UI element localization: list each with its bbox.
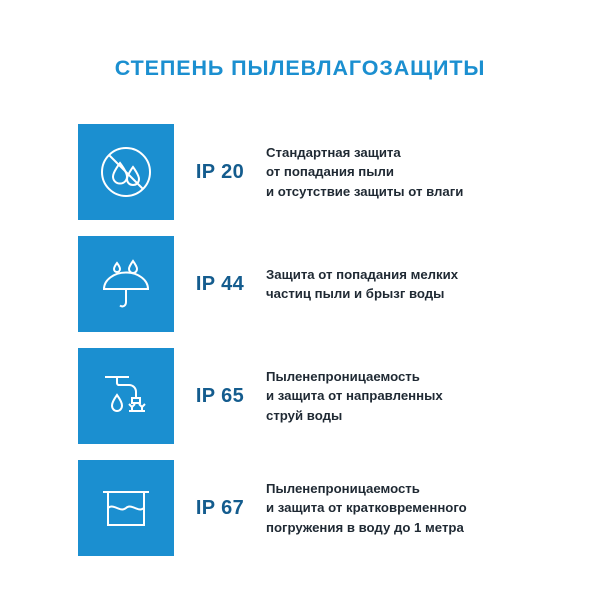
list-item — [78, 236, 548, 332]
page-title: СТЕПЕНЬ ПЫЛЕВЛАГОЗАЩИТЫ — [114, 56, 486, 80]
desc-line: струй воды — [266, 407, 343, 423]
desc-line: погружения в воду до 1 метра — [266, 519, 464, 535]
container-with-water-icon — [95, 477, 157, 539]
desc-line: Пыленепроницаемость — [266, 368, 420, 384]
list-item — [78, 348, 548, 444]
ip-description — [266, 143, 548, 202]
desc-line: Пыленепроницаемость — [266, 480, 420, 496]
protection-rating-list — [78, 124, 548, 572]
desc-line: и отсутствие защиты от влаги — [266, 183, 464, 199]
desc-line: частиц пыли и брызг воды — [266, 286, 445, 301]
ip-description — [266, 367, 548, 426]
desc-line: и защита от направленных — [266, 388, 443, 404]
desc-line: от попадания пыли — [266, 164, 395, 180]
list-item — [78, 124, 548, 220]
no-water-drops-icon — [95, 141, 157, 203]
umbrella-with-drops-icon — [95, 253, 157, 315]
icon-container — [78, 236, 174, 332]
ip-code: IP 20 — [195, 160, 245, 183]
icon-container — [78, 124, 174, 220]
icon-container — [78, 460, 174, 556]
faucet-with-drop-icon — [95, 365, 157, 427]
ip-code: IP 65 — [195, 384, 245, 407]
ip-code: IP 44 — [195, 272, 245, 295]
ip-code: IP 67 — [195, 496, 245, 519]
desc-line: и защита от кратковременного — [266, 500, 467, 516]
ip-description — [266, 479, 548, 538]
list-item — [78, 460, 548, 556]
ip-description — [266, 265, 548, 304]
icon-container — [78, 348, 174, 444]
desc-line: Защита от попадания мелких — [266, 266, 459, 282]
desc-line: Стандартная защита — [266, 144, 401, 160]
